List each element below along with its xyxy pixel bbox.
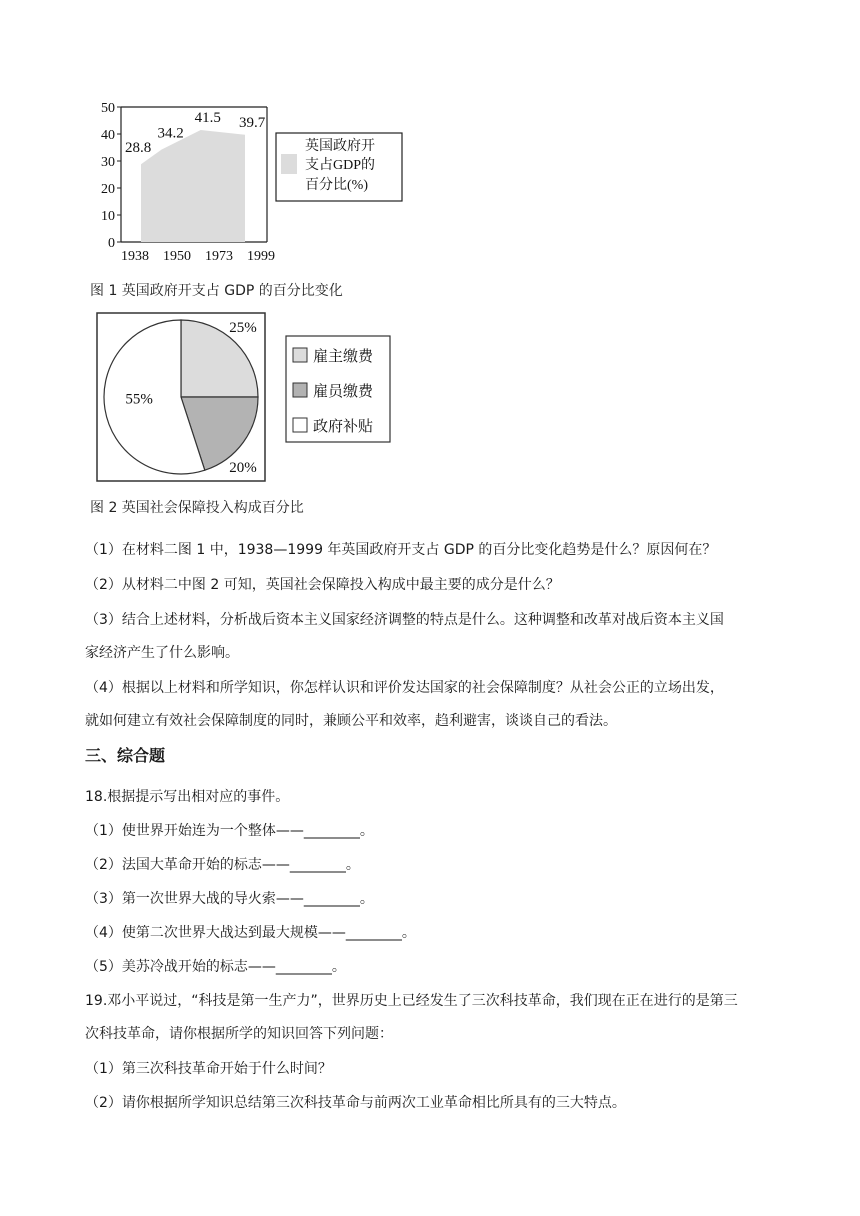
area-series: [141, 130, 245, 242]
question-18-item-2: （2）法国大革命开始的标志——________。: [85, 857, 360, 873]
figure2-caption: 图 2 英国社会保障投入构成百分比: [90, 500, 304, 516]
y-tick-label: 40: [101, 128, 115, 143]
pie-label: 20%: [229, 460, 257, 476]
pie-label: 55%: [125, 391, 153, 408]
question-18-item-3: （3）第一次世界大战的导火索——________。: [85, 891, 374, 907]
legend-line-2: 支占GDP的: [305, 158, 376, 173]
section-heading: 三、综合题: [85, 746, 166, 765]
question-18-item-5: （5）美苏冷战开始的标志——________。: [85, 959, 346, 975]
x-tick-label: 1938: [121, 249, 149, 264]
question-18-item-1: （1）使世界开始连为一个整体——________。: [85, 823, 374, 839]
y-tick-label: 20: [101, 182, 115, 197]
question-19-stem-line2: 次科技革命，请你根据所学的知识回答下列问题：: [85, 1026, 393, 1042]
legend-label-government: 政府补贴: [313, 419, 374, 435]
legend-label-employee: 雇员缴费: [313, 384, 374, 400]
question-4-line1: （4）根据以上材料和所学知识，你怎样认识和评价发达国家的社会保障制度？从社会公正的立场出发，: [85, 680, 724, 696]
legend-swatch: [281, 154, 297, 174]
legend-label-employer: 雇主缴费: [313, 349, 374, 365]
legend-line-3: 百分比(%): [305, 178, 368, 193]
legend-swatch-government: [293, 418, 307, 432]
y-tick-labels: [101, 101, 121, 251]
question-19-item-2: （2）请你根据所学知识总结第三次科技革命与前两次工业革命相比所具有的三大特点。: [85, 1095, 626, 1111]
y-tick-label: 10: [101, 209, 115, 224]
question-4-line2: 就如何建立有效社会保障制度的同时，兼顾公平和效率，趋利避害，谈谈自己的看法。: [85, 713, 617, 729]
y-tick-label: 0: [108, 236, 115, 251]
legend-line-1: 英国政府开: [305, 139, 375, 154]
x-tick-label: 1999: [247, 249, 275, 264]
question-18-stem: 18.根据提示写出相对应的事件。: [85, 789, 290, 805]
x-tick-labels: [121, 249, 275, 264]
pie-label: 25%: [229, 320, 257, 336]
legend-swatch-employer: [293, 348, 307, 362]
figure1-chart: [85, 95, 415, 270]
question-2: （2）从材料二中图 2 可知，英国社会保障投入构成中最主要的成分是什么？: [85, 577, 560, 593]
data-label: 39.7: [239, 114, 266, 131]
question-19-stem-line1: 19.邓小平说过，“科技是第一生产力”，世界历史上已经发生了三次科技革命，我们现在正在进行的是第三: [85, 993, 738, 1009]
question-1: （1）在材料二图 1 中，1938—1999 年英国政府开支占 GDP 的百分比变化趋势是什么？原因何在？: [85, 542, 717, 558]
question-19-item-1: （1）第三次科技革命开始于什么时间？: [85, 1061, 332, 1077]
figure1-caption: 图 1 英国政府开支占 GDP 的百分比变化: [90, 283, 343, 299]
x-tick-label: 1973: [205, 249, 233, 264]
data-label: 34.2: [157, 125, 184, 142]
data-label: 28.8: [125, 140, 152, 157]
x-tick-label: 1950: [163, 249, 191, 264]
area-fill: [141, 130, 245, 242]
question-3-line1: （3）结合上述材料，分析战后资本主义国家经济调整的特点是什么。这种调整和改革对战后资本主义国: [85, 612, 724, 628]
data-label: 41.5: [194, 109, 221, 126]
y-tick-label: 50: [101, 101, 115, 116]
figure2-chart: [96, 312, 406, 484]
y-tick-label: 30: [101, 155, 115, 170]
legend-swatch-employee: [293, 383, 307, 397]
question-18-item-4: （4）使第二次世界大战达到最大规模——________。: [85, 925, 416, 941]
question-3-line2: 家经济产生了什么影响。: [85, 645, 239, 661]
